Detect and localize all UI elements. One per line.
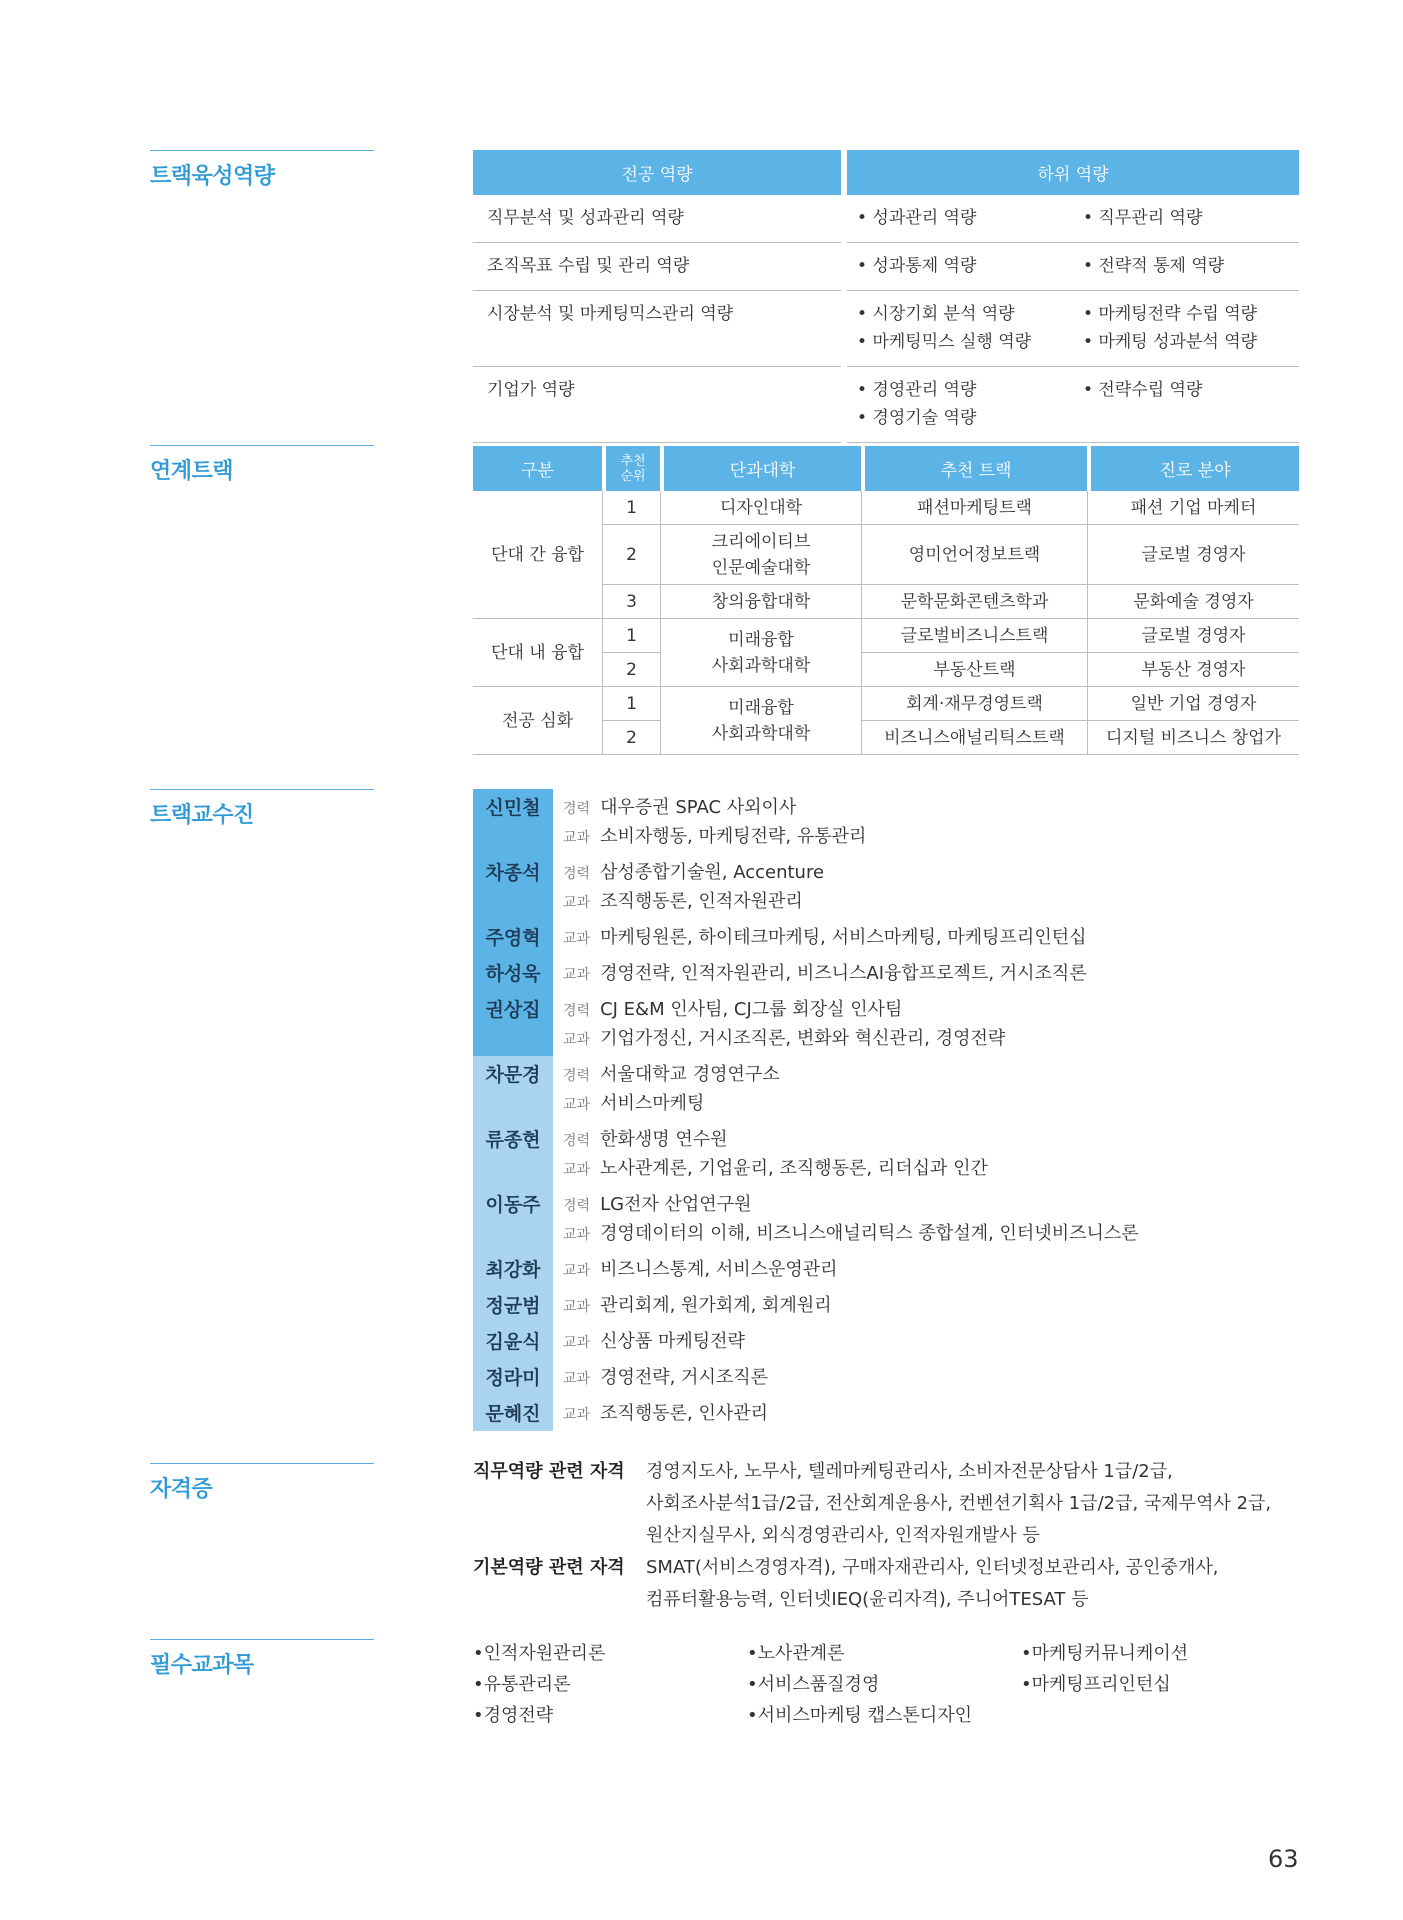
section-title-required-courses: 필수교과목 [150, 1639, 374, 1679]
required-course-item: •노사관계론 [747, 1643, 845, 1664]
required-course-item: •유통관리론 [473, 1674, 571, 1695]
col-header-category: 구분 [473, 446, 602, 491]
career-cell: 문화예술 경영자 [1087, 585, 1299, 619]
competency-header-sub: 하위 역량 [847, 150, 1299, 195]
faculty-name: 최강화 [473, 1251, 553, 1287]
course-tag: 교과 [563, 830, 591, 846]
college-cell: 크리에이티브 인문예술대학 [660, 525, 861, 585]
faculty-courses: 관리회계, 원가회계, 회계원리 [600, 1295, 832, 1316]
sub-competency: • 경영관리 역량 • 경영기술 역량 [847, 367, 1073, 443]
faculty-name: 신민철 [473, 789, 553, 854]
faculty-member [473, 1186, 1299, 1251]
section-title-linked-track: 연계트랙 [150, 445, 374, 485]
table-row [473, 687, 1299, 721]
faculty-list [473, 789, 1299, 1431]
faculty-member [473, 1251, 1299, 1287]
faculty-courses: 조직행동론, 인사관리 [600, 1403, 768, 1424]
faculty-member [473, 854, 1299, 919]
group-cell: 전공 심화 [473, 687, 602, 755]
faculty-member [473, 1359, 1299, 1395]
faculty-courses: 소비자행동, 마케팅전략, 유통관리 [600, 826, 867, 847]
required-course-item: •마케팅프리인턴십 [1021, 1674, 1171, 1695]
course-tag: 교과 [563, 1097, 591, 1113]
faculty-member [473, 1287, 1299, 1323]
rank-cell: 1 [602, 687, 660, 721]
required-course-item: •인적자원관리론 [473, 1643, 606, 1664]
faculty-courses: 경영전략, 인적자원관리, 비즈니스AI융합프로젝트, 거시조직론 [600, 963, 1087, 984]
rank-cell: 1 [602, 491, 660, 525]
table-row [473, 367, 1299, 443]
certificate-line: SMAT(서비스경영자격), 구매자재관리사, 인터넷정보관리사, 공인중개사, [646, 1557, 1219, 1578]
course-tag: 교과 [563, 1335, 591, 1351]
faculty-name: 하성욱 [473, 955, 553, 991]
track-cell: 패션마케팅트랙 [861, 491, 1087, 525]
faculty-courses: 비즈니스통계, 서비스운영관리 [600, 1259, 838, 1280]
major-competency: 조직목표 수립 및 관리 역량 [473, 243, 841, 291]
track-cell: 문학문화콘텐츠학과 [861, 585, 1087, 619]
group-cell: 단대 간 융합 [473, 491, 602, 619]
career-cell: 일반 기업 경영자 [1087, 687, 1299, 721]
faculty-career: 서울대학교 경영연구소 [600, 1064, 780, 1085]
sub-competency: • 성과관리 역량 [847, 195, 1073, 243]
major-competency: 직무분석 및 성과관리 역량 [473, 195, 841, 243]
certificate-group [473, 1552, 1299, 1616]
career-cell: 글로벌 경영자 [1087, 619, 1299, 653]
course-tag: 교과 [563, 1371, 591, 1387]
col-header-track: 추천 트랙 [861, 446, 1087, 491]
group-cell: 단대 내 융합 [473, 619, 602, 687]
faculty-courses: 신상품 마케팅전략 [600, 1331, 745, 1352]
faculty-career: CJ E&M 인사팀, CJ그룹 회장실 인사팀 [600, 999, 903, 1020]
career-tag: 경력 [563, 1133, 591, 1149]
faculty-name: 차문경 [473, 1056, 553, 1121]
rank-cell: 1 [602, 619, 660, 653]
section-title-certificates: 자격증 [150, 1463, 374, 1503]
required-course-item: •서비스품질경영 [747, 1674, 880, 1695]
course-tag: 교과 [563, 895, 591, 911]
career-cell: 디지털 비즈니스 창업가 [1087, 721, 1299, 755]
competency-header-major: 전공 역량 [473, 150, 841, 195]
track-cell: 회계·재무경영트랙 [861, 687, 1087, 721]
faculty-member [473, 955, 1299, 991]
page-number: 63 [1268, 1845, 1299, 1873]
certificate-line: 컴퓨터활용능력, 인터넷IEQ(윤리자격), 주니어TESAT 등 [646, 1589, 1089, 1610]
linked-track-table [473, 446, 1299, 755]
section-title-faculty: 트랙교수진 [150, 789, 374, 829]
track-cell: 비즈니스애널리틱스트랙 [861, 721, 1087, 755]
career-cell: 패션 기업 마케터 [1087, 491, 1299, 525]
major-competency: 시장분석 및 마케팅믹스관리 역량 [473, 291, 841, 367]
faculty-member [473, 991, 1299, 1056]
faculty-courses: 마케팅원론, 하이테크마케팅, 서비스마케팅, 마케팅프리인턴십 [600, 927, 1087, 948]
sub-competency: • 전략수립 역량 [1073, 367, 1299, 443]
faculty-career: 대우증권 SPAC 사외이사 [600, 797, 797, 818]
required-course-item: •경영전략 [473, 1705, 554, 1726]
required-course-item: •서비스마케팅 캡스톤디자인 [747, 1705, 972, 1726]
table-row [473, 619, 1299, 653]
course-tag: 교과 [563, 1162, 591, 1178]
table-row [473, 291, 1299, 367]
col-header-college: 단과대학 [660, 446, 861, 491]
faculty-name: 권상집 [473, 991, 553, 1056]
college-cell: 미래융합 사회과학대학 [660, 619, 861, 687]
col-header-rank: 추천 순위 [602, 446, 660, 491]
table-row [473, 491, 1299, 525]
faculty-name: 정라미 [473, 1359, 553, 1395]
rank-cell: 3 [602, 585, 660, 619]
section-title-track-competency: 트랙육성역량 [150, 150, 374, 190]
faculty-name: 류종현 [473, 1121, 553, 1186]
career-cell: 글로벌 경영자 [1087, 525, 1299, 585]
faculty-member [473, 1121, 1299, 1186]
course-tag: 교과 [563, 1263, 591, 1279]
faculty-career: 한화생명 연수원 [600, 1129, 728, 1150]
certificate-line: 원산지실무사, 외식경영관리사, 인적자원개발사 등 [646, 1525, 1040, 1546]
track-cell: 글로벌비즈니스트랙 [861, 619, 1087, 653]
track-cell: 영미언어정보트랙 [861, 525, 1087, 585]
certificate-line: 사회조사분석1급/2급, 전산회계운용사, 컨벤션기획사 1급/2급, 국제무역사 2급, [646, 1493, 1272, 1514]
college-cell: 창의융합대학 [660, 585, 861, 619]
rank-cell: 2 [602, 721, 660, 755]
faculty-courses: 기업가정신, 거시조직론, 변화와 혁신관리, 경영전략 [600, 1028, 1006, 1049]
sub-competency: • 성과통제 역량 [847, 243, 1073, 291]
course-tag: 교과 [563, 1299, 591, 1315]
track-cell: 부동산트랙 [861, 653, 1087, 687]
faculty-name: 김윤식 [473, 1323, 553, 1359]
sub-competency: • 마케팅전략 수립 역량 • 마케팅 성과분석 역량 [1073, 291, 1299, 367]
career-tag: 경력 [563, 1198, 591, 1214]
competency-table [473, 150, 1299, 443]
sub-competency: • 전략적 통제 역량 [1073, 243, 1299, 291]
course-tag: 교과 [563, 931, 591, 947]
faculty-career: LG전자 산업연구원 [600, 1194, 752, 1215]
faculty-courses: 경영전략, 거시조직론 [600, 1367, 768, 1388]
career-tag: 경력 [563, 801, 591, 817]
course-tag: 교과 [563, 1227, 591, 1243]
faculty-member [473, 1395, 1299, 1431]
faculty-name: 정균범 [473, 1287, 553, 1323]
major-competency: 기업가 역량 [473, 367, 841, 443]
certificate-label: 기본역량 관련 자격 [473, 1557, 625, 1578]
faculty-name: 주영혁 [473, 919, 553, 955]
certificates-block [473, 1456, 1299, 1616]
sub-competency: • 시장기회 분석 역량 • 마케팅믹스 실행 역량 [847, 291, 1073, 367]
faculty-courses: 서비스마케팅 [600, 1093, 705, 1114]
rank-cell: 2 [602, 653, 660, 687]
course-tag: 교과 [563, 1407, 591, 1423]
faculty-member [473, 1056, 1299, 1121]
course-tag: 교과 [563, 1032, 591, 1048]
certificate-label: 직무역량 관련 자격 [473, 1461, 625, 1482]
competency-table-wrap [473, 150, 1299, 443]
faculty-courses: 조직행동론, 인적자원관리 [600, 891, 803, 912]
course-tag: 교과 [563, 967, 591, 983]
career-tag: 경력 [563, 1003, 591, 1019]
career-tag: 경력 [563, 1068, 591, 1084]
career-tag: 경력 [563, 866, 591, 882]
college-cell: 디자인대학 [660, 491, 861, 525]
table-row [473, 243, 1299, 291]
sub-competency: • 직무관리 역량 [1073, 195, 1299, 243]
required-course-item: •마케팅커뮤니케이션 [1021, 1643, 1189, 1664]
table-row [473, 195, 1299, 243]
linked-table-wrap [473, 446, 1299, 755]
faculty-member [473, 919, 1299, 955]
faculty-career: 삼성종합기술원, Accenture [600, 862, 825, 883]
rank-cell: 2 [602, 525, 660, 585]
certificate-group [473, 1456, 1299, 1552]
certificate-line: 경영지도사, 노무사, 텔레마케팅관리사, 소비자전문상담사 1급/2급, [646, 1461, 1173, 1482]
faculty-member [473, 789, 1299, 854]
required-courses-block [473, 1638, 1299, 1731]
faculty-name: 이동주 [473, 1186, 553, 1251]
faculty-member [473, 1323, 1299, 1359]
faculty-name: 차종석 [473, 854, 553, 919]
col-header-career: 진로 분야 [1087, 446, 1299, 491]
faculty-name: 문혜진 [473, 1395, 553, 1431]
career-cell: 부동산 경영자 [1087, 653, 1299, 687]
faculty-courses: 경영데이터의 이해, 비즈니스애널리틱스 종합설계, 인터넷비즈니스론 [600, 1223, 1139, 1244]
college-cell: 미래융합 사회과학대학 [660, 687, 861, 755]
faculty-courses: 노사관계론, 기업윤리, 조직행동론, 리더십과 인간 [600, 1158, 988, 1179]
